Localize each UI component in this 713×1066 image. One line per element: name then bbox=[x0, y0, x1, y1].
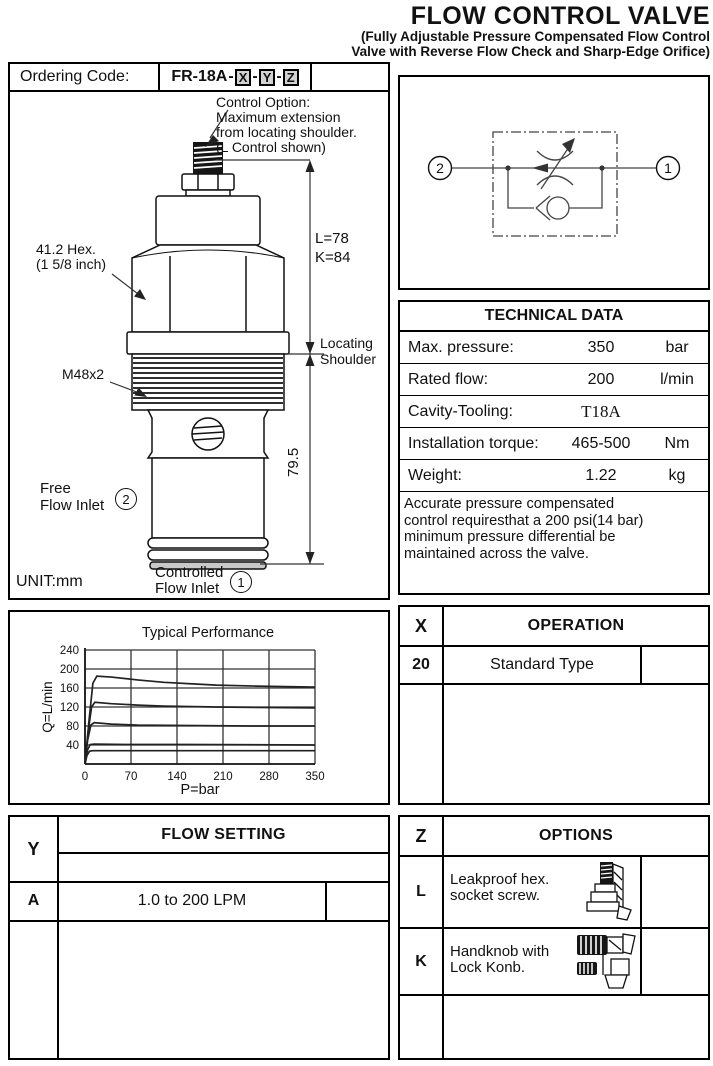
handknob-icon bbox=[575, 932, 639, 990]
controlled-flow-inlet-label: Controlled Flow Inlet bbox=[155, 564, 224, 597]
technical-data-panel bbox=[398, 300, 710, 595]
svg-text:70: 70 bbox=[124, 771, 138, 783]
technical-data-title: TECHNICAL DATA bbox=[400, 302, 708, 332]
ordering-code-label: Ordering Code: bbox=[10, 64, 160, 90]
tech-row-rated-flow: Rated flow: 200 l/min bbox=[400, 364, 708, 396]
control-option-note: Control Option: Maximum extension from locating shoulder. (L Control shown) bbox=[216, 94, 357, 155]
hydraulic-symbol bbox=[400, 77, 708, 288]
code-z: Z bbox=[283, 69, 299, 86]
svg-text:210: 210 bbox=[213, 771, 233, 783]
tech-row-cavity-tooling: Cavity-Tooling: T18A bbox=[400, 396, 708, 428]
svg-text:140: 140 bbox=[167, 771, 187, 783]
tech-row-installation-torque: Installation torque: 465-500 Nm bbox=[400, 428, 708, 460]
free-flow-inlet-label: Free Flow Inlet bbox=[40, 480, 105, 514]
svg-text:350: 350 bbox=[305, 771, 325, 783]
svg-text:160: 160 bbox=[59, 683, 79, 695]
locating-shoulder-label: Locating Shoulder bbox=[320, 335, 377, 367]
svg-text:120: 120 bbox=[59, 702, 79, 714]
flow-setting-row-label: 1.0 to 200 LPM bbox=[137, 892, 247, 910]
typical-performance-chart bbox=[10, 612, 388, 803]
schematic-port-1: 1 bbox=[664, 160, 672, 176]
tech-row-weight: Weight: 1.22 kg bbox=[400, 460, 708, 492]
svg-text:80: 80 bbox=[66, 721, 79, 733]
option-l-code: L bbox=[416, 883, 426, 900]
svg-text:Typical Performance: Typical Performance bbox=[141, 625, 275, 641]
ordering-code-value: FR-18A - X - Y - Z bbox=[160, 64, 312, 90]
svg-text:40: 40 bbox=[66, 740, 79, 752]
page-subtitle-line2: Valve with Reverse Flow Check and Sharp-Edge Orifice) bbox=[351, 44, 710, 59]
hydraulic-schematic-panel bbox=[398, 75, 710, 290]
code-x: X bbox=[235, 69, 252, 86]
unit-label: UNIT:mm bbox=[16, 573, 83, 590]
page-subtitle-line1: (Fully Adjustable Pressure Compensated Flow Control bbox=[360, 29, 710, 44]
operation-row-label: Standard Type bbox=[490, 656, 594, 673]
page-title: FLOW CONTROL VALVE bbox=[410, 2, 710, 30]
operation-title: OPERATION bbox=[527, 617, 625, 634]
options-code-letter: Z bbox=[415, 825, 427, 846]
length-dimension-label: L=78 K=84 bbox=[315, 230, 351, 266]
technical-note: Accurate pressure compensated control requiresthat a 200 psi(14 bar) minimum pressure differential be maintained across the valve. bbox=[404, 496, 644, 562]
ordering-code-table bbox=[8, 62, 390, 90]
code-prefix: FR-18A bbox=[171, 68, 228, 85]
port-1-badge: 1 bbox=[230, 571, 252, 593]
performance-chart-panel bbox=[8, 610, 390, 805]
svg-text:P=bar: P=bar bbox=[180, 782, 220, 798]
flow-setting-table bbox=[8, 815, 390, 1060]
svg-text:240: 240 bbox=[59, 645, 79, 657]
option-k-code: K bbox=[415, 952, 427, 970]
flow-setting-code-letter: Y bbox=[27, 838, 40, 859]
operation-row-code: 20 bbox=[412, 656, 430, 673]
operation-table bbox=[398, 605, 710, 805]
code-y: Y bbox=[259, 69, 276, 86]
option-l-label: Leakproof hex. socket screw. bbox=[450, 871, 550, 904]
tech-row-max-pressure: Max. pressure: 350 bar bbox=[400, 332, 708, 364]
height-dimension-label: 79.5 bbox=[285, 447, 302, 477]
svg-text:Q=L/min: Q=L/min bbox=[40, 681, 55, 733]
options-title: OPTIONS bbox=[538, 827, 614, 844]
thread-size-label: M48x2 bbox=[62, 366, 105, 382]
svg-text:0: 0 bbox=[81, 771, 89, 783]
schematic-port-2: 2 bbox=[436, 160, 444, 176]
svg-text:280: 280 bbox=[259, 771, 279, 783]
hex-size-label: 41.2 Hex. (1 5/8 inch) bbox=[36, 241, 107, 272]
hex-socket-screw-icon bbox=[583, 860, 635, 924]
option-k-label: Handknob with Lock Konb. bbox=[450, 943, 550, 976]
operation-code-letter: X bbox=[414, 615, 427, 636]
svg-text:200: 200 bbox=[59, 664, 79, 676]
valve-drawing-panel bbox=[8, 90, 390, 600]
port-2-badge: 2 bbox=[115, 488, 137, 510]
flow-setting-row-code: A bbox=[27, 892, 40, 910]
options-table bbox=[398, 815, 710, 1060]
flow-setting-title: FLOW SETTING bbox=[161, 825, 286, 843]
